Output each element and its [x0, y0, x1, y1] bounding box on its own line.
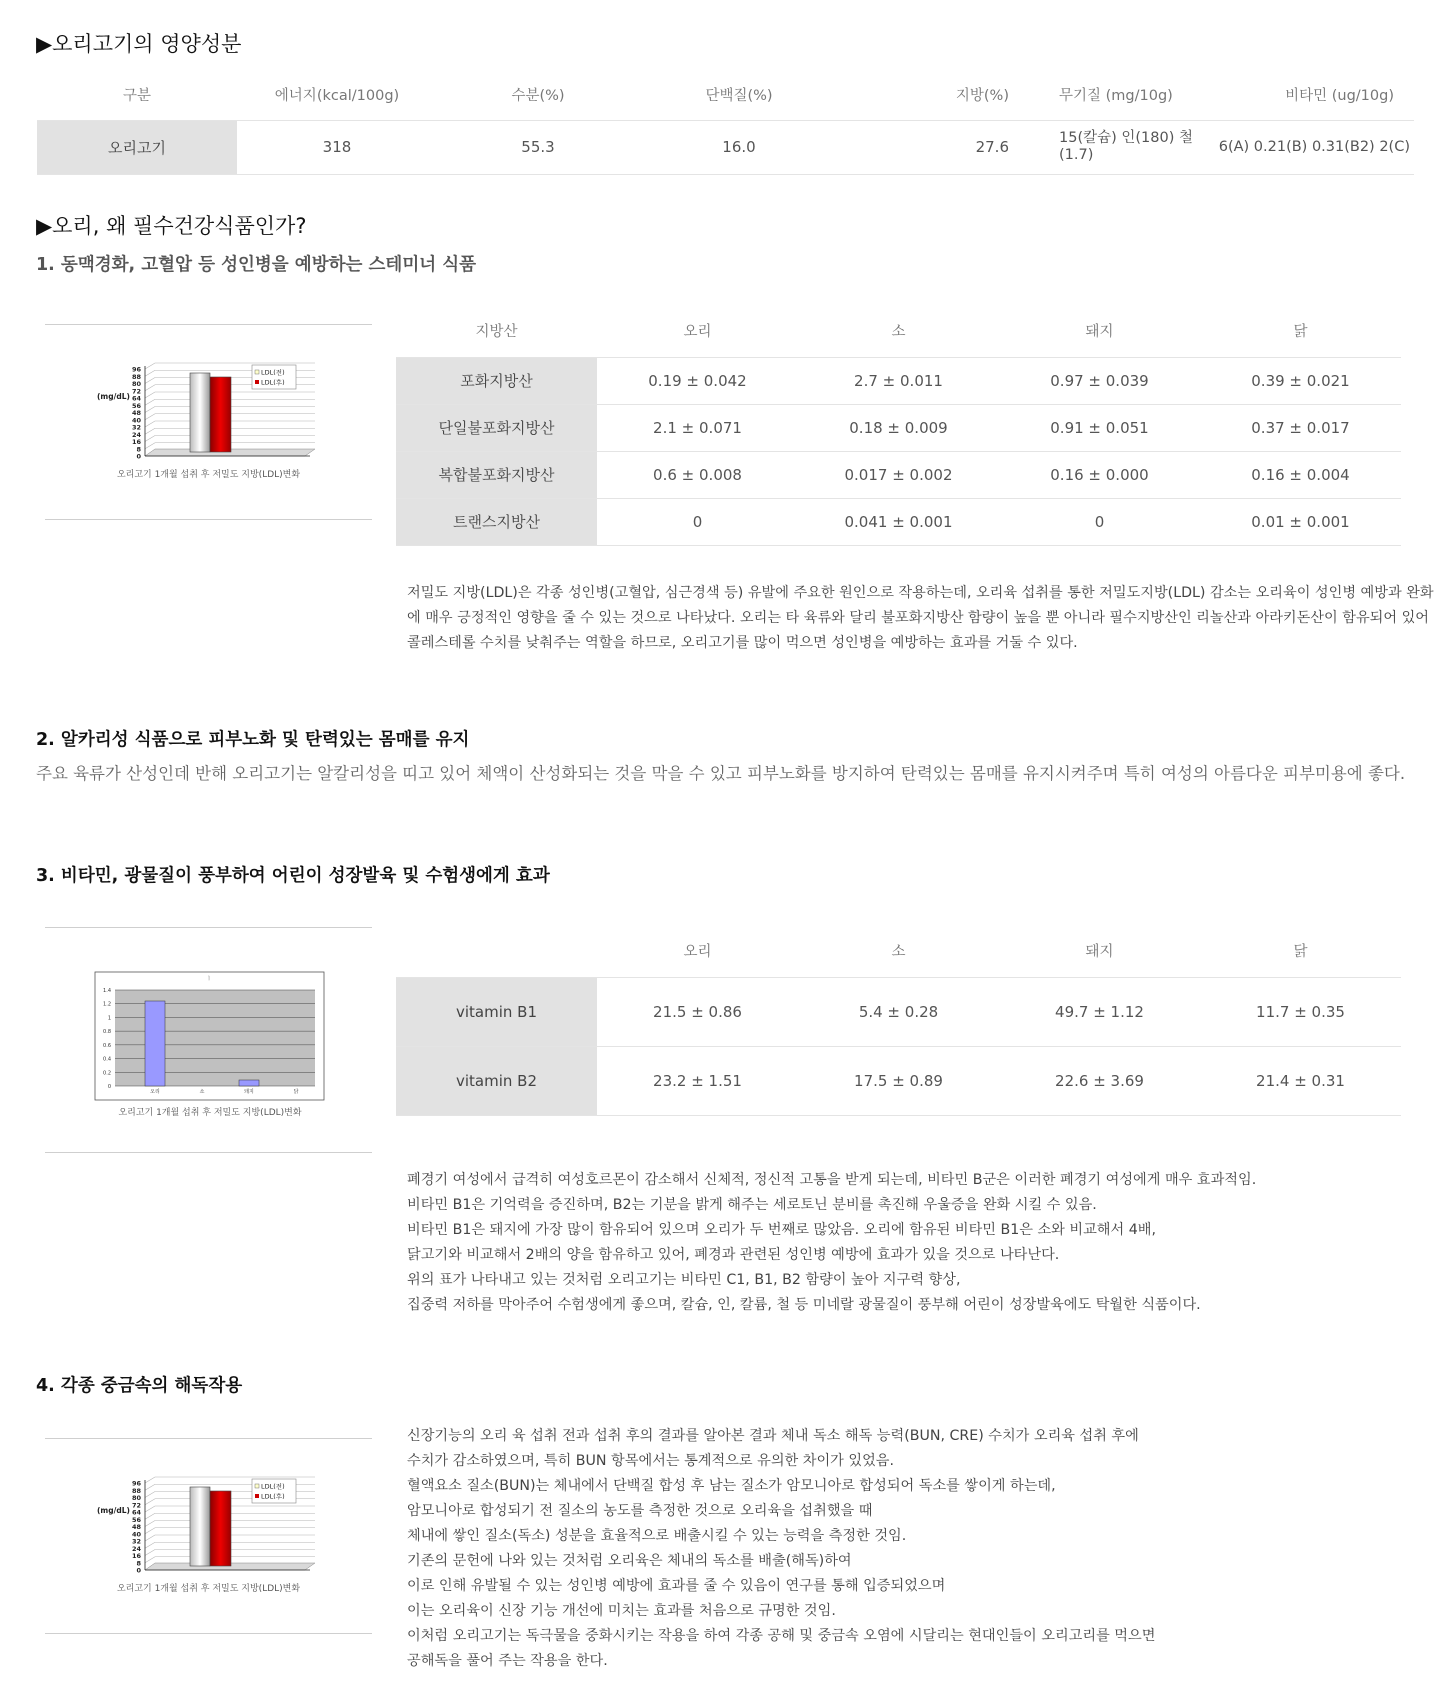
y-tick-label: 32 [131, 1537, 141, 1546]
y-tick-label: 88 [131, 372, 141, 381]
y-tick-label: 48 [131, 409, 141, 417]
alkaline-paragraph: 주요 육류가 산성인데 반해 오리고기는 알칼리성을 띠고 있어 체액이 산성화되는 것을 막을 수 있고 피부노화를 방지하여 탄력있는 몸매를 유지시켜주며 특히 여성의 아름다운 피부미용에 좋다. [36, 764, 1406, 783]
y-tick-label: 40 [131, 416, 141, 425]
text-line: 체내에 쌓인 질소(독소) 성분을 효율적으로 배출시킬 수 있는 능력을 측정한 것임. [407, 1528, 907, 1544]
table-cell: 318 [237, 120, 437, 174]
header-cell: 수분(%) [437, 70, 639, 120]
subheading-2: 2. 알카리성 식품으로 피부노화 및 탄력있는 몸매를 유지 [36, 730, 470, 750]
ldl-chart-figure-2 [45, 1438, 372, 1634]
table-cell: 6(A) 0.21(B) 0.31(B2) 2(C) [1214, 120, 1414, 174]
text-line: 이는 오리육이 신장 기능 개선에 미치는 효과를 처음으로 규명한 것임. [407, 1603, 836, 1619]
subheading-1: 1. 동맥경화, 고혈압 등 성인병을 예방하는 스테미너 식품 [36, 255, 477, 275]
text-line: 공해독을 풀어 주는 작용을 한다. [407, 1653, 608, 1669]
row-head-cell: 단일불포화지방산 [396, 404, 597, 451]
ldl-chart-figure [45, 324, 372, 520]
text-line: 집중력 저하를 막아주어 수험생에게 좋으며, 칼슘, 인, 칼륨, 철 등 미네랄 광물질이 풍부해 어린이 성장발육에도 탁월한 식품이다. [407, 1297, 1201, 1313]
y-tick-label: 24 [131, 1544, 141, 1553]
table-cell: 11.7 ± 0.35 [1200, 977, 1401, 1046]
y-tick-label: 0.6 [103, 1042, 111, 1049]
header-cell: 소 [798, 305, 999, 357]
table-cell: 22.6 ± 3.69 [999, 1046, 1200, 1115]
text-line: 비타민 B1은 돼지에 가장 많이 함유되어 있으며 오리가 두 번째로 많았음. 오리에 함유된 비타민 B1은 소와 비교해서 4배, [407, 1222, 1156, 1238]
y-tick-label: 80 [131, 1494, 141, 1502]
y-tick-label: 64 [131, 394, 141, 403]
row-head-cell: vitamin B2 [396, 1046, 597, 1115]
table-row [396, 451, 1401, 498]
figure-caption: 오리고기 1개월 섭취 후 저밀도 지방(LDL)변화 [116, 1584, 301, 1594]
row-head-cell: 복합불포화지방산 [396, 451, 597, 498]
header-cell: 무기질 (mg/10g) [1039, 70, 1214, 120]
y-tick-label: 32 [131, 423, 141, 432]
text-line: 이처럼 오리고기는 독극물을 중화시키는 작용을 하여 각종 공해 및 중금속 오염에 시달리는 현대인들이 오리고리를 먹으면 [407, 1628, 1156, 1644]
header-cell: 구분 [37, 70, 237, 120]
section-title-why-duck: ▶오리, 왜 필수건강식품인가? [36, 214, 307, 238]
y-tick-label: 1.2 [103, 1001, 111, 1008]
vitamin-table [396, 925, 1401, 1116]
table-cell: 23.2 ± 1.51 [597, 1046, 798, 1115]
y-tick-label: 48 [131, 1523, 141, 1531]
x-tick-label: 돼지 [244, 1089, 254, 1095]
y-tick-label: 24 [131, 430, 141, 439]
y-axis-label: (mg/dL) [97, 1506, 130, 1515]
table-cell: 0.39 ± 0.021 [1200, 357, 1401, 404]
table-row [396, 1046, 1401, 1115]
figure-caption: 오리고기 1개월 섭취 후 저밀도 지방(LDL)변화 [116, 470, 301, 480]
y-tick-label: 96 [131, 1479, 141, 1488]
legend-label-before: LDL(전) [261, 1482, 285, 1491]
y-tick-label: 80 [131, 380, 141, 388]
table-cell: 49.7 ± 1.12 [999, 977, 1200, 1046]
header-cell: 닭 [1200, 305, 1401, 357]
table-row [37, 120, 1414, 174]
detox-paragraph [407, 1424, 1437, 1674]
y-tick-label: 64 [131, 1508, 141, 1517]
header-cell: 비타민 (ug/10g) [1214, 70, 1414, 120]
header-cell [396, 925, 597, 977]
row-head-cell: 트랜스지방산 [396, 498, 597, 545]
legend-swatch-after [255, 1494, 259, 1498]
vitamin-paragraph [407, 1168, 1437, 1318]
nutrition-table [37, 70, 1414, 175]
header-cell: 지방산 [396, 305, 597, 357]
row-head-cell: 포화지방산 [396, 357, 597, 404]
legend-swatch-before [255, 1484, 259, 1488]
legend-label-after: LDL(후) [261, 1492, 285, 1501]
y-tick-label: 16 [131, 438, 141, 446]
y-tick-label: 0.2 [103, 1070, 111, 1077]
x-tick-label: 소 [199, 1089, 205, 1095]
y-axis-ticks [132, 1480, 142, 1575]
legend-label-before: LDL(전) [261, 368, 285, 377]
bar-ldl-after [210, 1491, 231, 1566]
table-cell: 2.7 ± 0.011 [798, 357, 999, 404]
y-tick-label: 1 [107, 1015, 111, 1022]
y-tick-label: 72 [131, 387, 141, 396]
table-cell: 0.6 ± 0.008 [597, 451, 798, 498]
table-cell: 55.3 [437, 120, 639, 174]
text-line: 혈액요소 질소(BUN)는 체내에서 단백질 합성 후 남는 질소가 암모니아로 합성되어 독소를 쌓이게 하는데, [407, 1478, 1056, 1494]
x-tick-label: 닭 [293, 1089, 299, 1095]
table-cell: 0.041 ± 0.001 [798, 498, 999, 545]
y-tick-label: 16 [131, 1552, 141, 1560]
row-head-cell: 오리고기 [37, 120, 237, 174]
table-row [396, 977, 1401, 1046]
y-tick-label: 72 [131, 1501, 141, 1510]
header-cell: 에너지(kcal/100g) [237, 70, 437, 120]
vitamin-bar-chart [45, 928, 372, 1154]
y-tick-label: 96 [131, 365, 141, 374]
header-cell: 지방(%) [839, 70, 1039, 120]
bar-vitamin-pork [239, 1080, 259, 1086]
y-tick-label: 56 [131, 1515, 141, 1524]
text-line: 암모니아로 합성되기 전 질소의 농도를 측정한 것으로 오리육을 섭취했을 때 [407, 1503, 873, 1519]
header-cell: 돼지 [999, 305, 1200, 357]
bar-ldl-before [190, 1487, 210, 1566]
ldl-bar-chart [45, 325, 372, 521]
table-cell: 0.16 ± 0.000 [999, 451, 1200, 498]
section-title-nutrition: ▶오리고기의 영양성분 [36, 32, 242, 56]
bar-ldl-after [210, 377, 231, 452]
text-line: 폐경기 여성에서 급격히 여성호르몬이 감소해서 신체적, 정신적 고통을 받게 되는데, 비타민 B군은 이러한 폐경기 여성에게 매우 효과적임. [407, 1172, 1257, 1188]
table-cell: 21.4 ± 0.31 [1200, 1046, 1401, 1115]
header-cell: 소 [798, 925, 999, 977]
text-line: 이로 인해 유발될 수 있는 성인병 예방에 효과를 줄 수 있음이 연구를 통해 입증되었으며 [407, 1578, 946, 1594]
ldl-bar-chart-2 [45, 1439, 372, 1635]
text-line: 신장기능의 오리 육 섭취 전과 섭취 후의 결과를 알아본 결과 체내 독소 해독 능력(BUN, CRE) 수치가 오리육 섭취 후에 [407, 1428, 1139, 1444]
y-axis-label: (mg/dL) [97, 392, 130, 401]
y-tick-label: 0 [107, 1084, 111, 1090]
table-cell: 0.18 ± 0.009 [798, 404, 999, 451]
y-tick-label: 88 [131, 1486, 141, 1495]
table-row [396, 404, 1401, 451]
y-tick-label: 56 [131, 401, 141, 410]
header-cell: 닭 [1200, 925, 1401, 977]
x-tick-label: 오리 [150, 1089, 160, 1095]
table-cell: 0 [597, 498, 798, 545]
header-cell: 오리 [597, 305, 798, 357]
text-line: 수치가 감소하였으며, 특히 BUN 항목에서는 통계적으로 유의한 차이가 있었음. [407, 1453, 894, 1469]
subheading-4: 4. 각종 중금속의 해독작용 [36, 1376, 243, 1396]
legend-label-after: LDL(후) [261, 378, 285, 387]
figure-caption: 오리고기 1개월 섭취 후 저밀도 지방(LDL)변화 [118, 1108, 302, 1118]
header-cell: 오리 [597, 925, 798, 977]
ldl-paragraph: 저밀도 지방(LDL)은 각종 성인병(고혈압, 심근경색 등) 유발에 주요한 원인으로 작용하는데, 오리육 섭취를 통한 저밀도지방(LDL) 감소는 오리육이 성인병 예방과 완화에 매우 긍정적인 영향을 줄 수 있는 것으로 나타났다. 오리는 타 육류와 달리 불포화지방산 함량이 높을 뿐 아니라 필수지방산인 리놀산과 아라키돈산이 함유되어 있어 콜레스테롤 수치를 낮춰주는 역할을 하므로, 오리고기를 많이 먹으면 성인병을 예방하는 효과를 거둘 수 있다. [407, 585, 1434, 651]
table-cell: 2.1 ± 0.071 [597, 404, 798, 451]
table-cell: 15(칼슘) 인(180) 철(1.7) [1039, 120, 1214, 174]
header-cell: 돼지 [999, 925, 1200, 977]
table-cell: 0.017 ± 0.002 [798, 451, 999, 498]
table-cell: 0.97 ± 0.039 [999, 357, 1200, 404]
table-cell: 0 [999, 498, 1200, 545]
y-tick-label: 8 [136, 1559, 141, 1568]
row-head-cell: vitamin B1 [396, 977, 597, 1046]
table-cell: 27.6 [839, 120, 1039, 174]
table-row [396, 498, 1401, 545]
table-cell: 0.91 ± 0.051 [999, 404, 1200, 451]
legend-swatch-after [255, 380, 259, 384]
legend-swatch-before [255, 370, 259, 374]
table-cell: 17.5 ± 0.89 [798, 1046, 999, 1115]
table-cell: 0.16 ± 0.004 [1200, 451, 1401, 498]
table-cell: 0.01 ± 0.001 [1200, 498, 1401, 545]
bar-ldl-before [190, 373, 210, 452]
y-axis-ticks [132, 366, 142, 461]
bar-vitamin-duck [145, 1001, 165, 1086]
y-tick-label: 0 [136, 1566, 141, 1575]
vitamin-chart-figure [45, 927, 372, 1153]
y-tick-label: 1.4 [103, 988, 111, 994]
y-tick-label: 0.8 [103, 1029, 111, 1036]
subheading-3: 3. 비타민, 광물질이 풍부하여 어린이 성장발육 및 수험생에게 효과 [36, 866, 550, 886]
table-row [396, 357, 1401, 404]
chart-title-mark: ㅣ [206, 976, 212, 982]
y-tick-label: 8 [136, 445, 141, 454]
text-line: 위의 표가 나타내고 있는 것처럼 오리고기는 비타민 C1, B1, B2 함량이 높아 지구력 향상, [407, 1272, 961, 1288]
y-tick-label: 0.4 [103, 1056, 111, 1063]
fatty-acid-table [396, 305, 1401, 546]
table-cell: 0.19 ± 0.042 [597, 357, 798, 404]
y-tick-label: 0 [136, 452, 141, 461]
table-cell: 16.0 [639, 120, 839, 174]
y-tick-label: 40 [131, 1530, 141, 1539]
text-line: 비타민 B1은 기억력을 증진하며, B2는 기분을 밝게 해주는 세로토닌 분비를 촉진해 우울증을 완화 시킬 수 있음. [407, 1197, 1097, 1213]
table-cell: 21.5 ± 0.86 [597, 977, 798, 1046]
text-line: 닭고기와 비교해서 2배의 양을 함유하고 있어, 폐경과 관련된 성인병 예방에 효과가 있을 것으로 나타난다. [407, 1247, 1060, 1263]
text-line: 기존의 문헌에 나와 있는 것처럼 오리육은 체내의 독소를 배출(해독)하여 [407, 1553, 852, 1569]
header-cell: 단백질(%) [639, 70, 839, 120]
table-cell: 0.37 ± 0.017 [1200, 404, 1401, 451]
table-cell: 5.4 ± 0.28 [798, 977, 999, 1046]
